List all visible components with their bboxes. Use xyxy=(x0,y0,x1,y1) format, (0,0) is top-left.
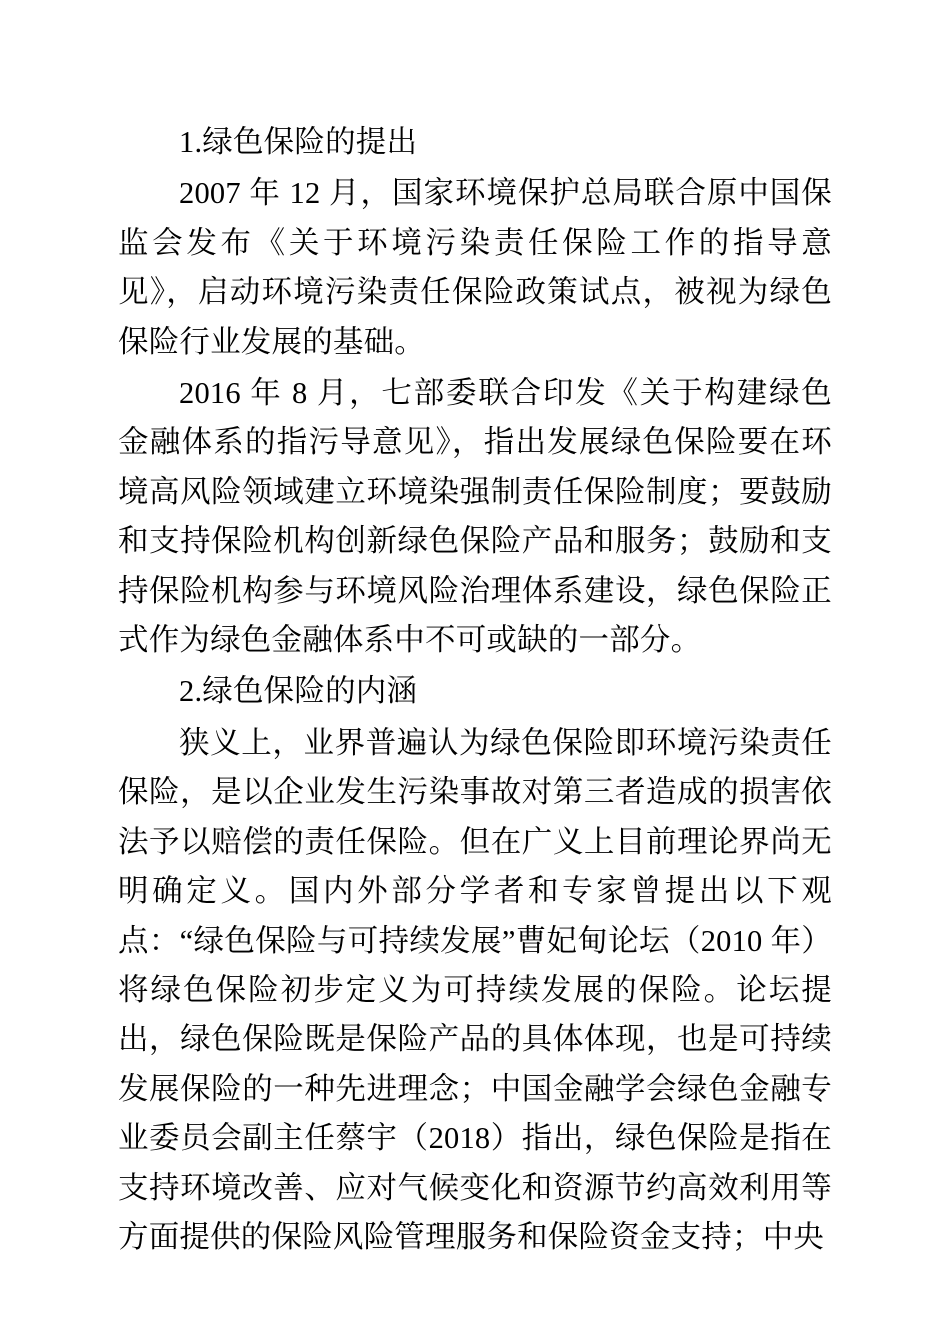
section-heading-1: 1.绿色保险的提出 xyxy=(179,125,418,159)
paragraph-2: 2016 年 8 月，七部委联合印发《关于构建绿色金融体系的指污导意见》，指出发展绿色保险要在环境高风险领域建立环境染强制责任保险制度；要鼓励和支持保险机构创新绿色保险产品和服务；鼓励和支持保险机构参与环境风险治理体系建设，绿色保险正式作为绿色金融体系中不可或缺的一部分。 xyxy=(118,376,832,658)
paragraph-3: 狭义上，业界普遍认为绿色保险即环境污染责任保险，是以企业发生污染事故对第三者造成的损害依法予以赔偿的责任保险。但在广义上目前理论界尚无明确定义。国内外部分学者和专家曾提出以下观点：“绿色保险与可持续发展”曹妃甸论坛（2010 年）将绿色保险初步定义为可持续发展的保险。论坛提出，绿色保险既是保险产品的具体体现，也是可持续发展保险的一种先进理念；中国金融学会绿色金融专业委员会副主任蔡宇（2018）指出，绿色保险是指在支持环境改善、应对气候变化和资源节约高效利用等方面提供的保险风险管理服务和保险资金支持；中央 xyxy=(118,725,832,1254)
section-heading-2: 2.绿色保险的内涵 xyxy=(179,674,418,709)
document-body xyxy=(118,118,832,1262)
paragraph-1: 2007 年 12 月，国家环境保护总局联合原中国保监会发布《关于环境污染责任保险工作的指导意见》，启动环境污染责任保险政策试点，被视为绿色保险行业发展的基础。 xyxy=(118,176,832,359)
